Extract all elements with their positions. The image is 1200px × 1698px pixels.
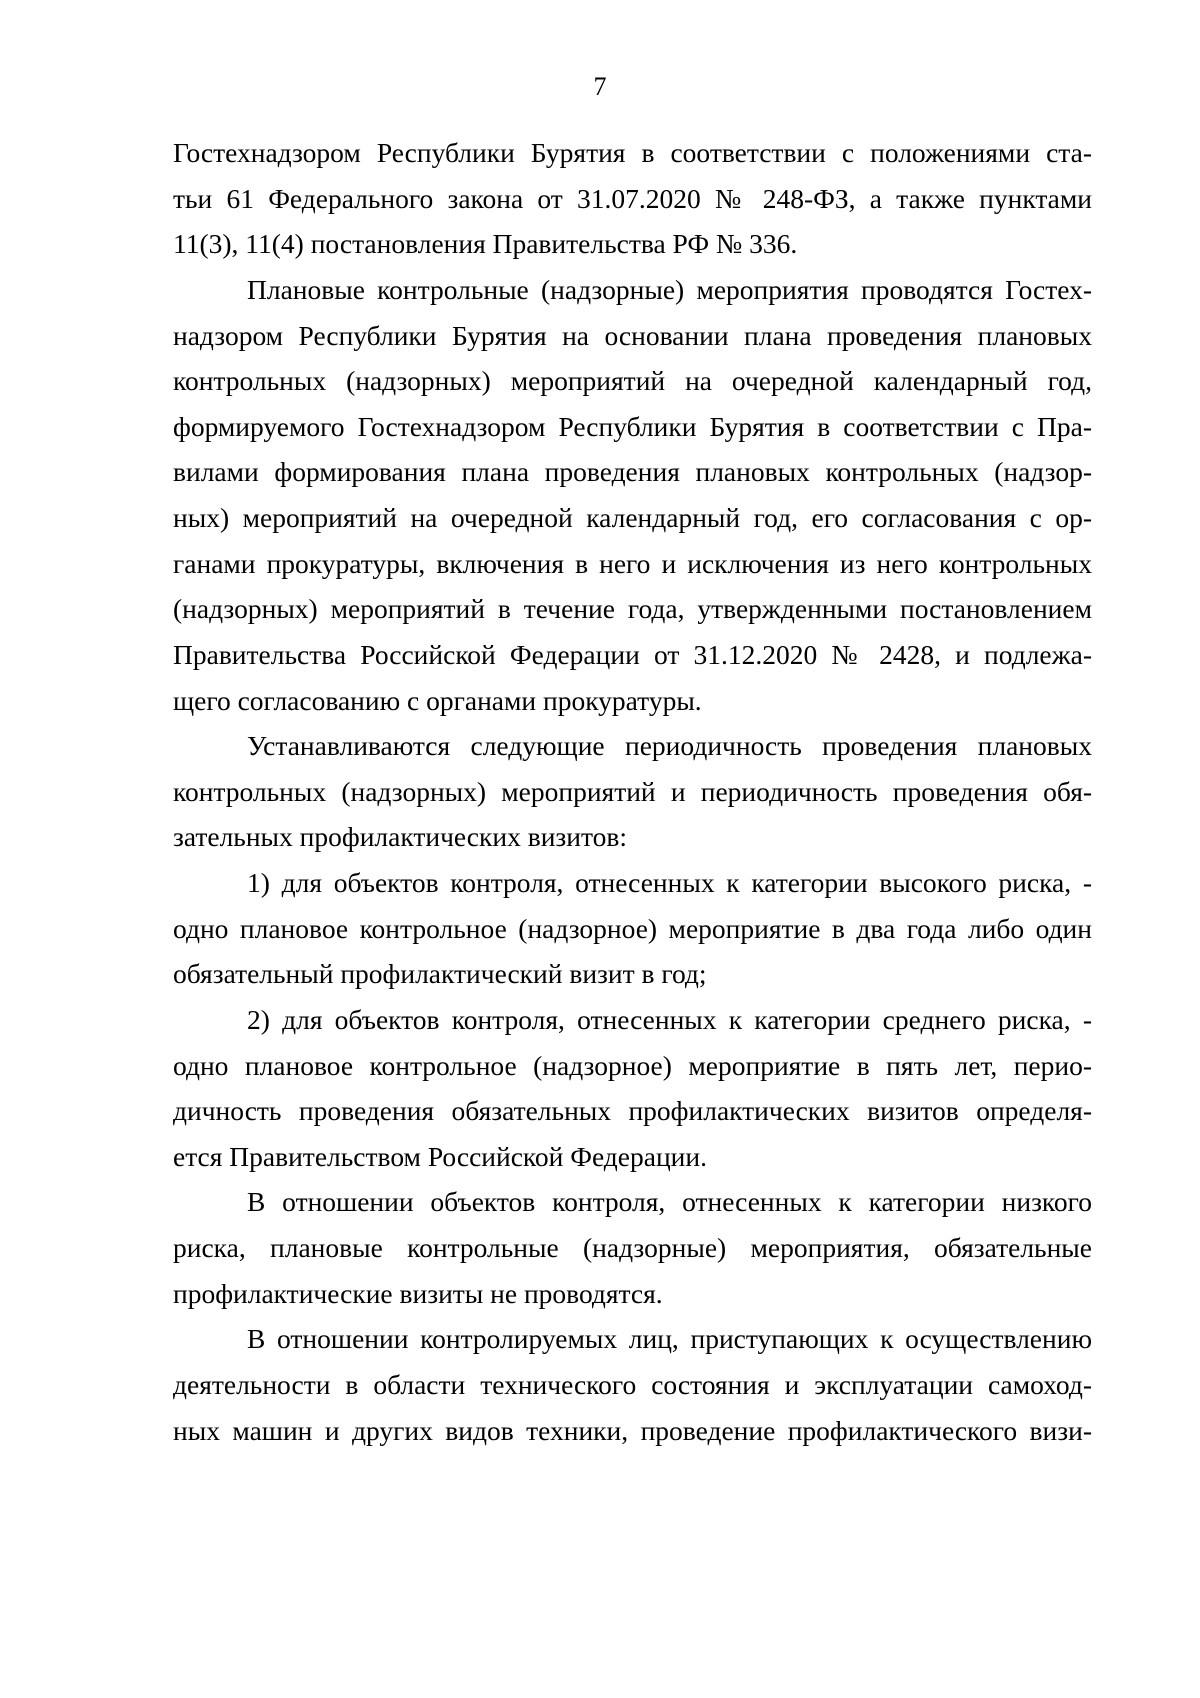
text-line: формируемого Гостехнадзором Республики Бурятия в соответствии с Пра- xyxy=(173,411,1092,442)
text-line: 11(3), 11(4) постановления Правительства РФ № 336. xyxy=(173,228,798,259)
text-line: щего согласованию с органами прокуратуры. xyxy=(173,685,702,716)
text-line: ганами прокуратуры, включения в него и исключения из него контрольных xyxy=(173,548,1092,579)
text-line: деятельности в области технического состояния и эксплуатации самоход- xyxy=(173,1369,1092,1400)
text-line: Гостехнадзором Республики Бурятия в соответствии с положениями ста- xyxy=(173,137,1092,168)
text-line: дичность проведения обязательных профилактических визитов определя- xyxy=(173,1095,1092,1126)
text-line: контрольных (надзорных) мероприятий и периодичность проведения обя- xyxy=(173,776,1092,807)
text-line: ных машин и других видов техники, проведение профилактического визи- xyxy=(173,1415,1092,1446)
text-line: ных) мероприятий на очередной календарный год, его согласования с ор- xyxy=(173,502,1092,533)
text-line: Устанавливаются следующие периодичность проведения плановых xyxy=(247,730,1092,761)
text-line: профилактические визиты не проводятся. xyxy=(173,1278,663,1309)
text-line: тьи 61 Федерального закона от 31.07.2020 № 248-ФЗ, а также пунктами xyxy=(173,183,1092,214)
text-line: риска, плановые контрольные (надзорные) мероприятия, обязательные xyxy=(173,1232,1092,1263)
text-line: вилами формирования плана проведения плановых контрольных (надзор- xyxy=(173,456,1092,487)
text-line: (надзорных) мероприятий в течение года, утвержденными постановлением xyxy=(173,593,1092,624)
text-line: зательных профилактических визитов: xyxy=(173,821,628,852)
text-line: контрольных (надзорных) мероприятий на очередной календарный год, xyxy=(173,365,1092,396)
text-line: надзором Республики Бурятия на основании плана проведения плановых xyxy=(173,320,1092,351)
text-line: одно плановое контрольное (надзорное) мероприятие в пять лет, перио- xyxy=(173,1050,1092,1081)
text-line: 2) для объектов контроля, отнесенных к категории среднего риска, - xyxy=(247,1004,1092,1035)
text-line: Правительства Российской Федерации от 31.12.2020 № 2428, и подлежа- xyxy=(173,639,1092,670)
text-line: В отношении объектов контроля, отнесенных к категории низкого xyxy=(247,1186,1092,1217)
page-number: 7 xyxy=(593,72,607,101)
text-line: обязательный профилактический визит в год; xyxy=(173,958,707,989)
text-line: одно плановое контрольное (надзорное) мероприятие в два года либо один xyxy=(173,913,1092,944)
text-line: 1) для объектов контроля, отнесенных к категории высокого риска, - xyxy=(247,867,1092,898)
text-line: Плановые контрольные (надзорные) мероприятия проводятся Гостех- xyxy=(247,274,1092,305)
text-line: В отношении контролируемых лиц, приступающих к осуществлению xyxy=(247,1323,1092,1354)
text-line: ется Правительством Российской Федерации. xyxy=(173,1141,707,1172)
